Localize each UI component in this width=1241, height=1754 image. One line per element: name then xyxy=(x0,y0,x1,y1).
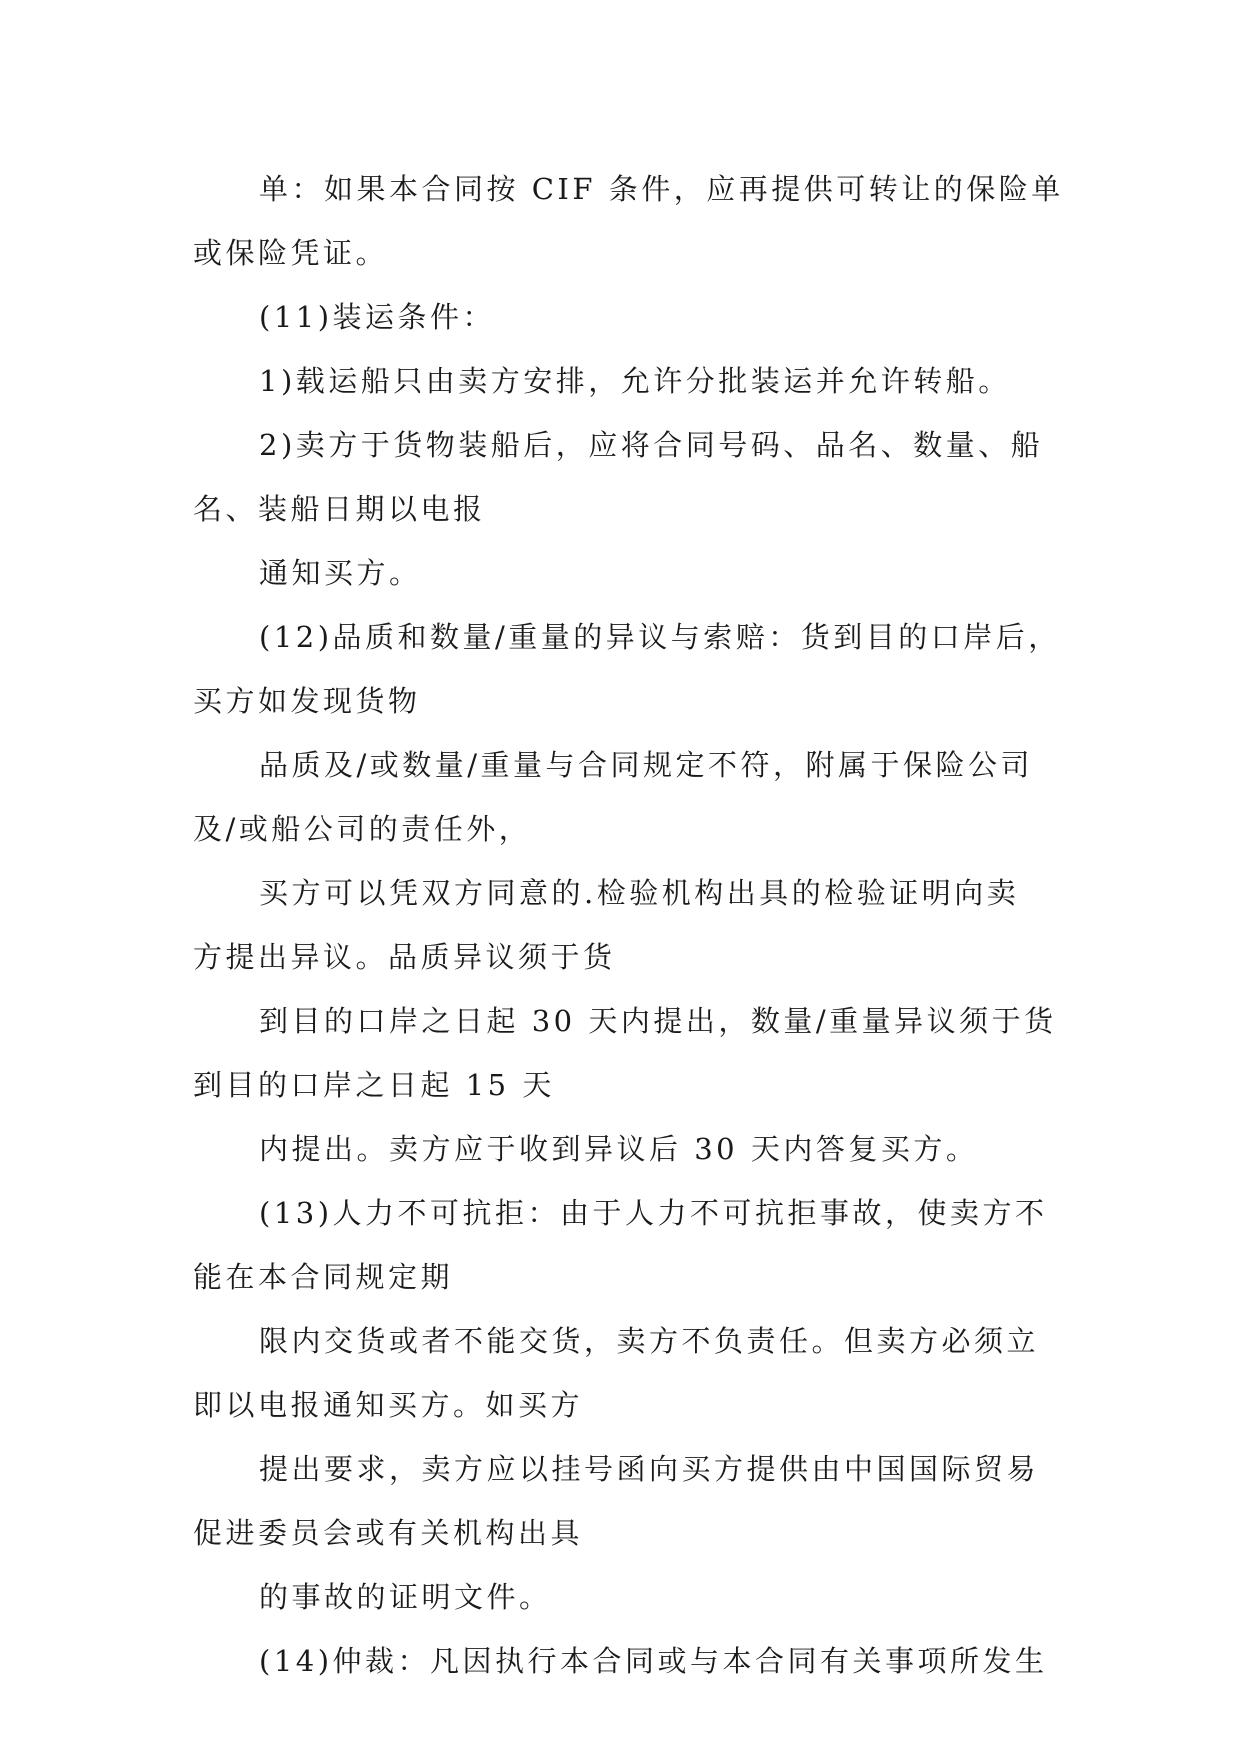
text-line: 名、装船日期以电报 xyxy=(193,492,486,526)
text-line: (14)仲裁：凡因执行本合同或与本合同有关事项所发生 xyxy=(259,1644,1048,1678)
paragraph-claim-deadlines xyxy=(193,989,1073,1117)
paragraph-inspection xyxy=(193,861,1073,989)
paragraph-certificate-docs xyxy=(193,1565,1073,1629)
text-line: 买方可以凭双方同意的.检验机构出具的检验证明向卖 xyxy=(259,876,1020,910)
text-line: 通知买方。 xyxy=(259,556,422,590)
paragraph-item-1 xyxy=(193,349,1073,413)
clause-heading-11 xyxy=(193,285,1073,349)
text-line: 促进委员会或有关机构出具 xyxy=(193,1516,584,1550)
text-line: (11)装运条件： xyxy=(259,300,496,334)
text-line: 或保险凭证。 xyxy=(193,236,389,270)
text-line: 买方如发现货物 xyxy=(193,684,421,718)
text-line: 1)载运船只由卖方安排，允许分批装运并允许转船。 xyxy=(259,364,1011,398)
document-body xyxy=(193,157,1073,1693)
paragraph-insurance-docs xyxy=(193,157,1073,285)
clause-heading-14 xyxy=(193,1629,1073,1693)
text-line: (12)品质和数量/重量的异议与索赔：货到目的口岸后， xyxy=(259,620,1061,654)
text-line: 到目的口岸之日起 30 天内提出，数量/重量异议须于货 xyxy=(259,1004,1057,1038)
text-line: 到目的口岸之日起 15 天 xyxy=(193,1068,555,1102)
text-line: (13)人力不可抗拒：由于人力不可抗拒事故，使卖方不 xyxy=(259,1196,1048,1230)
clause-heading-12 xyxy=(193,605,1073,733)
paragraph-force-majeure xyxy=(193,1309,1073,1437)
text-line: 2)卖方于货物装船后，应将合同号码、品名、数量、船 xyxy=(259,428,1044,462)
text-line: 能在本合同规定期 xyxy=(193,1260,454,1294)
paragraph-certificate-request xyxy=(193,1437,1073,1565)
text-line: 即以电报通知买方。如买方 xyxy=(193,1388,584,1422)
clause-heading-13 xyxy=(193,1181,1073,1309)
paragraph-notify-buyer xyxy=(193,541,1073,605)
text-line: 限内交货或者不能交货，卖方不负责任。但卖方必须立 xyxy=(259,1324,1040,1358)
text-line: 的事故的证明文件。 xyxy=(259,1580,552,1614)
paragraph-seller-reply xyxy=(193,1117,1073,1181)
text-line: 方提出异议。品质异议须于货 xyxy=(193,940,616,974)
text-line: 内提出。卖方应于收到异议后 30 天内答复买方。 xyxy=(259,1132,979,1166)
text-line: 提出要求，卖方应以挂号函向买方提供由中国国际贸易 xyxy=(259,1452,1040,1486)
text-line: 单：如果本合同按 CIF 条件，应再提供可转让的保险单 xyxy=(259,172,1064,206)
paragraph-item-2 xyxy=(193,413,1073,541)
text-line: 品质及/或数量/重量与合同规定不符，附属于保险公司 xyxy=(259,748,1034,782)
text-line: 及/或船公司的责任外， xyxy=(193,812,532,846)
paragraph-quality-mismatch xyxy=(193,733,1073,861)
